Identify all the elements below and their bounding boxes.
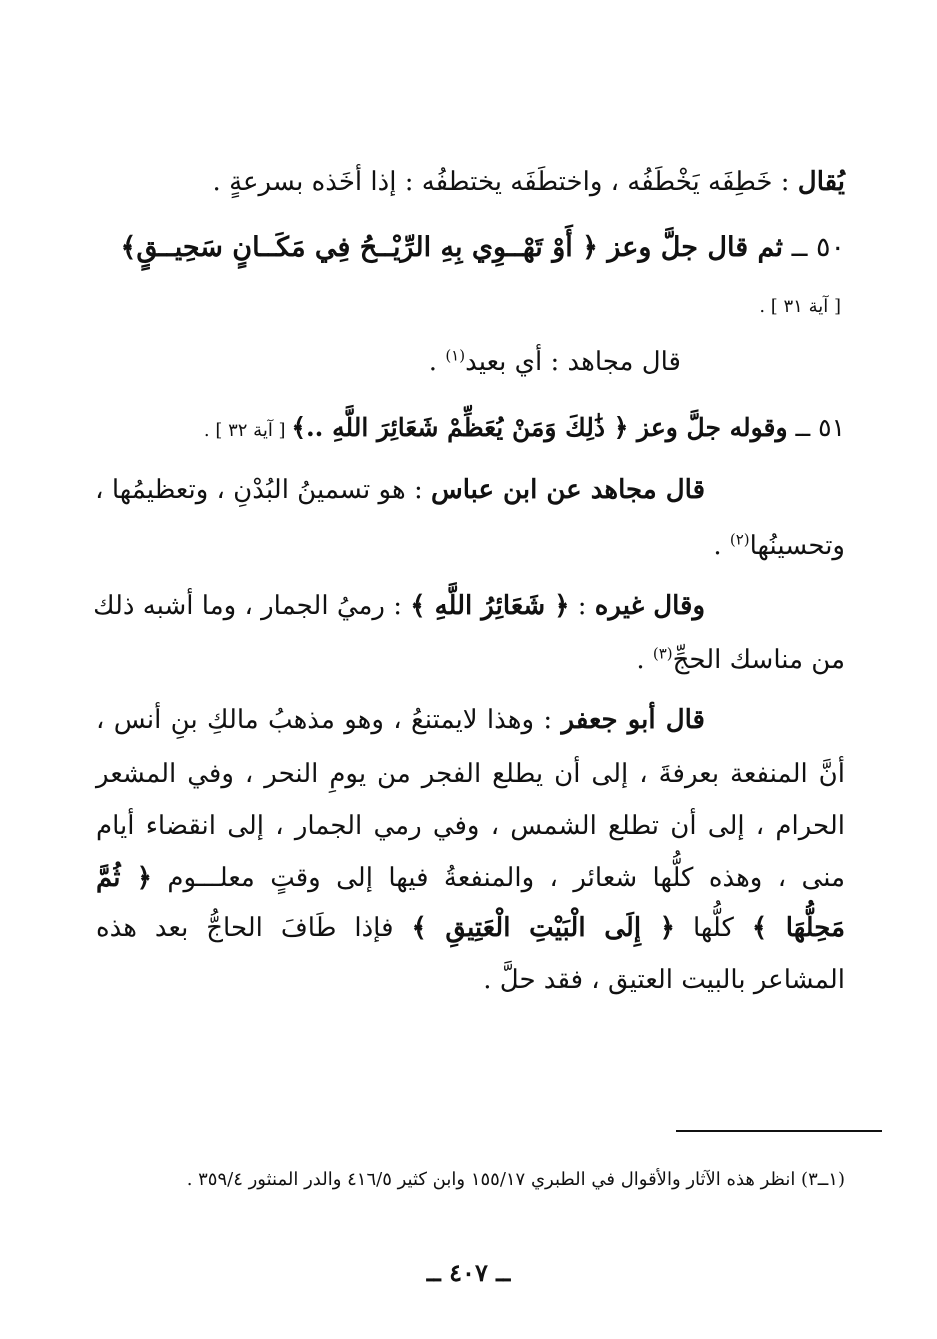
quran-verse: ﴿ شَعَائِرُ اللَّهِ ﴾: [410, 591, 570, 621]
quran-verse: ﴿ ذَٰلِكَ وَمَنْ يُعَظِّمْ شَعَائِرَ اللَّهِ ..﴾: [291, 413, 638, 442]
line-end: .: [713, 531, 730, 561]
line-text: : هو تسمينُ البُدْنِ ، وتعظيمُها ،: [95, 475, 431, 505]
quran-verse: ﴿ إِلَى الْبَيْتِ الْعَتِيقِ ﴾: [411, 913, 676, 943]
quran-verse: ﴿ ثُمَّ: [96, 863, 152, 893]
line-text: وتحسينُها: [749, 531, 845, 561]
text-line-14: [96, 908, 845, 948]
line-end: .: [428, 347, 446, 377]
line-text: منى ، وهذه كلُّها شعائر ، والمنفعةُ فيها إلى وقتٍ معلـــوم: [151, 863, 845, 893]
line-text: كلُّها: [675, 913, 752, 943]
text-line-11: أنَّ المنفعة بعرفةَ ، إلى أن يطلع الفجر من يومِ النحر ، وفي المشعر: [96, 759, 845, 789]
text-line-4: [96, 342, 681, 382]
bold-lead: ثم قال جلَّ وعز: [607, 232, 783, 263]
text-line-7: [96, 526, 845, 566]
footnote-ref: (١): [445, 346, 466, 365]
text-line-6: [96, 470, 705, 510]
text-line-12: الحرام ، إلى أن تطلع الشمس ، وفي رمي الجمار ، إلى انقضاء أيام: [96, 811, 845, 841]
text-line-13: [96, 858, 845, 898]
footnote-separator: [676, 1130, 882, 1132]
line-text: قال مجاهد : أي بعيد: [465, 347, 681, 377]
text-line-9: [96, 640, 845, 680]
entry-number: ٥١ ــ: [787, 413, 845, 442]
bold-lead: قال مجاهد عن ابن عباس: [430, 475, 705, 505]
entry-number: ٥٠ ــ: [782, 232, 845, 263]
line-text: :: [569, 591, 595, 621]
bold-lead: وقوله جلَّ وعز: [637, 413, 788, 442]
text-line-15: المشاعر بالبيت العتيق ، فقد حلَّ .: [483, 965, 845, 995]
line-text: : رميُ الجمار ، وما أشبه ذلك: [93, 591, 411, 621]
verse-reference: [ آية ٣٢ ] .: [203, 420, 292, 441]
line-end: .: [636, 645, 653, 675]
bold-lead: قال أبو جعفر: [561, 705, 705, 735]
text-line-1: [96, 162, 845, 202]
footnote: (١ــ٣) انظر هذه الآثار والأقوال في الطبري ١٥٥/١٧ وابن كثير ٤١٦/٥ والدر المنثور ٣٥٩/٤ .: [186, 1169, 845, 1190]
quran-verse: ﴿ أَوْ تَهْــوِي بِهِ الرِّيْــحُ فِي مَكَــانٍ سَحِيــقٍ﴾: [120, 232, 608, 263]
line-text: فإذا طَافَ الحاجُّ بعد هذه: [96, 913, 412, 943]
page-number: ــ ٤٠٧ ــ: [426, 1258, 511, 1287]
bold-lead: يُقال: [797, 167, 845, 197]
quran-verse: مَحِلُّهَا ﴾: [751, 913, 845, 943]
verse-reference: [ آية ٣١ ] .: [759, 296, 841, 317]
line-text: : خَطِفَه يَخْطَفُه ، واختطَفَه يختطفُه : إذا أخَذه بسرعةٍ .: [212, 167, 798, 197]
text-line-5: [96, 408, 845, 451]
footnote-ref: (٢): [729, 530, 750, 549]
footnote-ref: (٣): [652, 644, 673, 663]
text-line-10: [96, 700, 705, 740]
text-line-8: [93, 586, 705, 626]
line-text: : وهذا لايمتنعُ ، وهو مذهبُ مالكِ بنِ أنس ،: [96, 705, 562, 735]
text-line-2: [96, 228, 845, 268]
line-text: من مناسك الحجِّ: [672, 645, 845, 675]
bold-lead: وقال غيره: [594, 591, 705, 621]
